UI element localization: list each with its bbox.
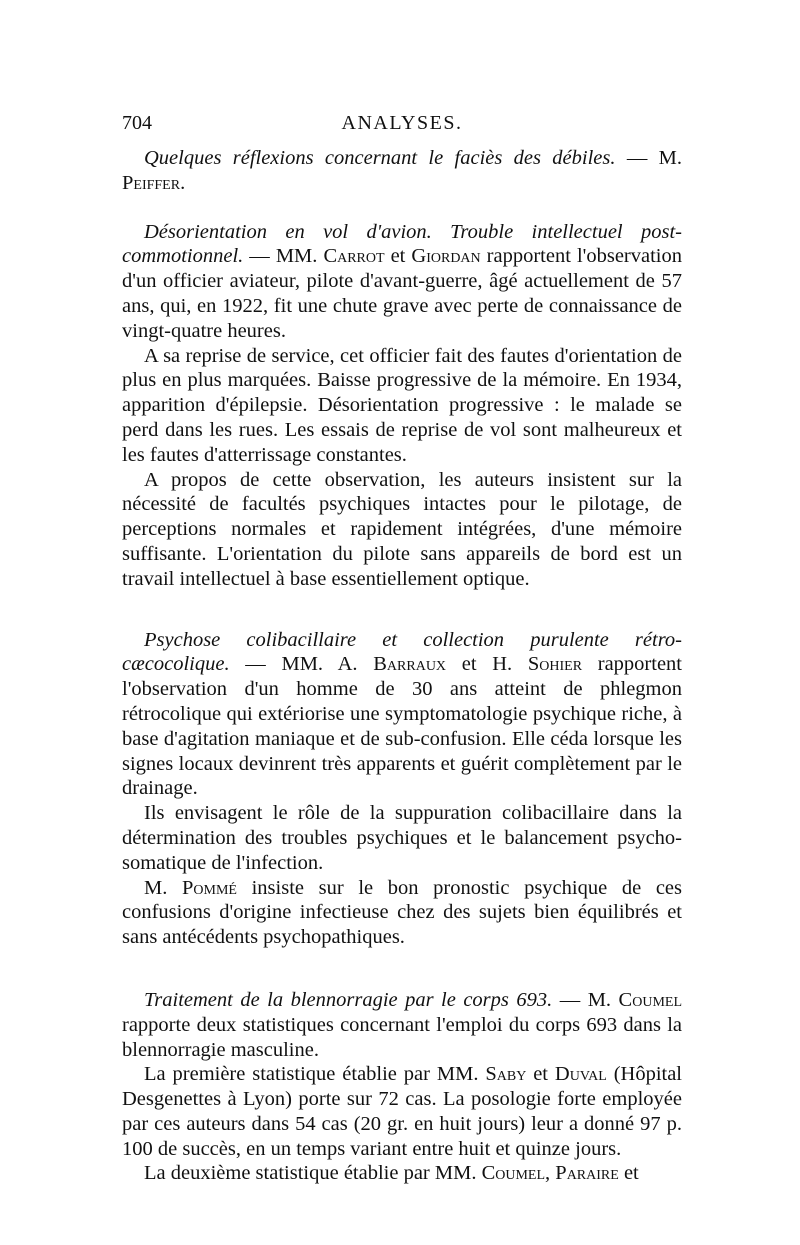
paragraph bbox=[122, 988, 682, 1062]
author-name: Paraire bbox=[555, 1162, 619, 1185]
body-text: rapporte deux statistiques concernant l'emploi du corps 693 dans la blennorragie masculine. bbox=[122, 1013, 682, 1061]
entry-title: Quelques réflexions concernant le faciès des débiles. bbox=[144, 147, 616, 169]
running-head: ANALYSES. bbox=[341, 112, 463, 134]
body-text: rapportent l'observation d'un homme de 30 ans atteint de phlegmon rétrocolique qui extériorise une symptomatologie psychique riche, à base d'agitation maniaque et de sub-confusion. Elle céda lorsque les signes locaux devinrent très apparents et guérit complètement par le drainage. bbox=[122, 653, 682, 800]
lead-text: — M. bbox=[552, 988, 619, 1011]
author-name: Coumel bbox=[481, 1162, 546, 1185]
end-text: . bbox=[180, 171, 186, 194]
author-name: Sohier bbox=[527, 653, 583, 676]
entry-blennorragie bbox=[122, 988, 682, 1186]
conj-text: et bbox=[526, 1063, 555, 1086]
paragraph: A sa reprise de service, cet officier fait des fautes d'orientation de plus en plus marquées. Baisse progressive de la mémoire. En 1934, apparition d'épilepsie. Désorientation progressive : le malade se perd dans les rues. Les essais de reprise de vol sont malheureux et les fautes d'atterrissage constantes. bbox=[122, 344, 682, 466]
lead-text: La première statistique établie par MM. bbox=[144, 1063, 486, 1086]
entry-desorientation bbox=[122, 220, 682, 592]
author-name: Coumel bbox=[618, 988, 682, 1011]
body-text: et bbox=[618, 1162, 639, 1185]
author-name: Pommé bbox=[182, 876, 237, 899]
entry-title: Psychose colibacillaire et collection purulente rétro-cæcocolique. bbox=[122, 628, 682, 676]
dash-text: — M. bbox=[615, 147, 682, 169]
paragraph: A propos de cette observation, les auteurs insistent sur la nécessité de facultés psychiques intactes pour le pilotage, de perceptions normales et rapidement intégrées, d'une mémoire suffisante. L'orientation du pilote sans appareils de bord est un travail intellectuel à base essentiellement optique. bbox=[122, 468, 682, 590]
entry-title: Désorientation en vol d'avion. Trouble intellectuel post-commotionnel. bbox=[122, 220, 682, 268]
author-name: Carrot bbox=[323, 245, 385, 268]
body-text: insiste sur le bon pronostic psychique de ces confusions d'origine infectieuse chez des sujets bien équilibrés et sans antécédents psychopathiques. bbox=[122, 876, 682, 949]
body-text: (Hôpital Desgenettes à Lyon) porte sur 72 cas. La posologie forte employée par ces auteurs dans 54 cas (20 gr. en huit jours) leur a donné 97 p. 100 de succès, en un temps variant entre huit et quinze jours. bbox=[122, 1063, 683, 1160]
paragraph: Ils envisagent le rôle de la suppuration colibacillaire dans la détermination des troubles psychiques et le balancement psycho-somatique de l'infection. bbox=[122, 802, 682, 874]
paragraph bbox=[122, 876, 682, 950]
entry-psychose-colibacillaire bbox=[122, 628, 682, 950]
paragraph bbox=[122, 220, 682, 344]
conj-text: et bbox=[384, 245, 412, 268]
entry-faciès-debiles bbox=[122, 146, 682, 196]
conj-text: et H. bbox=[446, 653, 528, 676]
entry-title: Traitement de la blennorragie par le corps 693. bbox=[144, 988, 553, 1011]
body-text: rapportent l'observation d'un officier aviateur, pilote d'avant-guerre, âgé actuellement de 57 ans, qui, en 1922, fit une chute grave avec perte de connaissance de vingt-quatre heures. bbox=[122, 245, 682, 342]
page bbox=[122, 112, 682, 1186]
lead-text: — MM. bbox=[243, 245, 324, 268]
page-header bbox=[122, 112, 682, 146]
paragraph bbox=[122, 1062, 682, 1161]
paragraph bbox=[122, 1161, 682, 1186]
author-name: Saby bbox=[485, 1063, 527, 1086]
lead-text: — MM. A. bbox=[229, 653, 374, 676]
author-name: Peiffer bbox=[122, 171, 181, 194]
author-name: Barraux bbox=[373, 653, 447, 676]
author-name: Giordan bbox=[411, 245, 481, 268]
sep-text: , bbox=[545, 1162, 556, 1185]
paragraph bbox=[122, 628, 682, 802]
page-number: 704 bbox=[122, 112, 152, 134]
entry-title-line bbox=[122, 146, 682, 196]
lead-text: M. bbox=[144, 876, 182, 899]
author-name: Duval bbox=[554, 1063, 607, 1086]
lead-text: La deuxième statistique établie par MM. bbox=[144, 1162, 482, 1185]
